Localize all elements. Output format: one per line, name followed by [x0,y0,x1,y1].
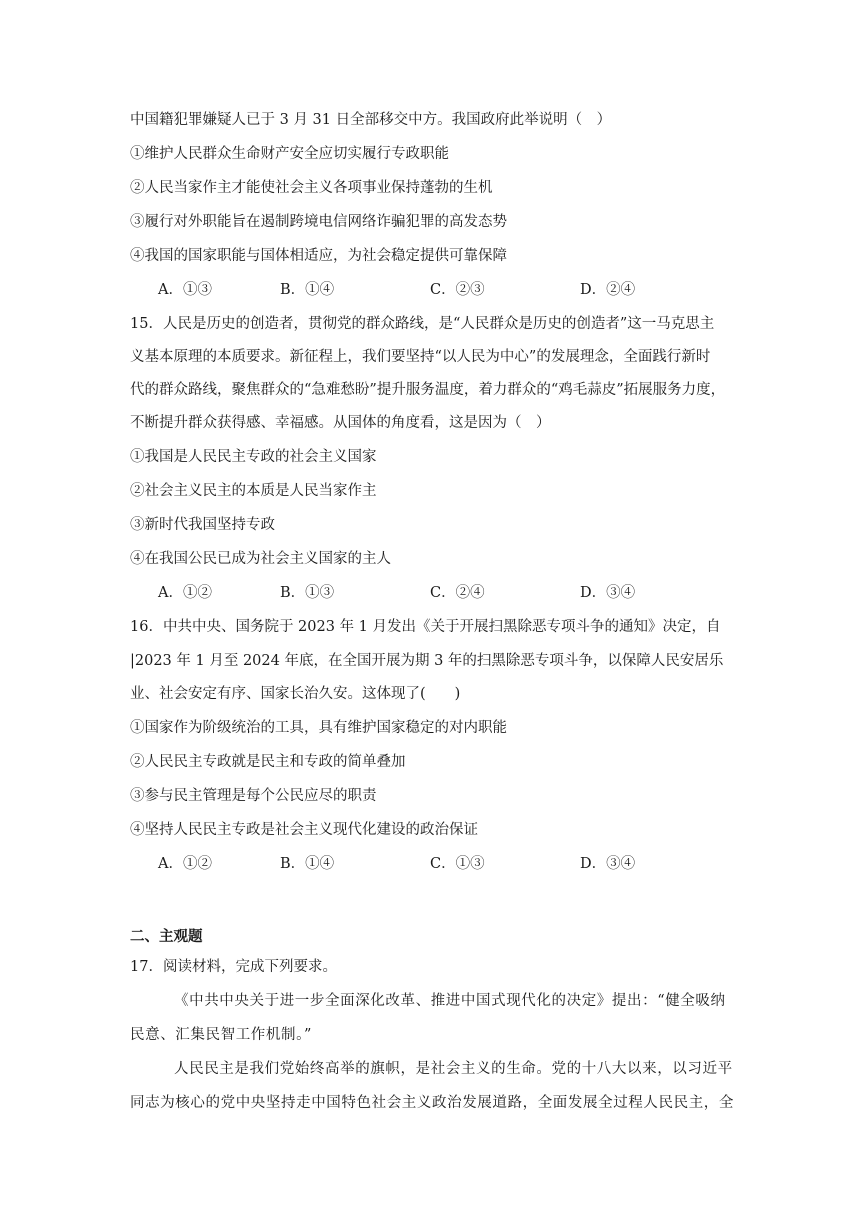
q14-option-a: A．①③ [158,282,212,298]
q16-option-c: C．①③ [430,856,485,872]
q15-options [158,583,718,603]
q15-option-a: A．①② [158,585,212,601]
q15-option-b: B．①③ [280,585,335,601]
q15-stem-line-3: 代的群众路线，聚焦群众的“急难愁盼”提升服务温度，着力群众的“鸡毛蒜皮”拓展服务力度， [130,382,726,398]
q15-statement-4: ④在我国公民已成为社会主义国家的主人 [130,551,391,567]
section-heading: 二、主观题 [130,929,203,945]
q15-statement-3: ③新时代我国坚持专政 [130,517,275,533]
q14-option-b: B．①④ [280,282,335,298]
q16-statement-4: ④坚持人民民主专政是社会主义现代化建设的政治保证 [130,822,478,838]
q17-material-line-1: 《中共中央关于进一步全面深化改革、推进中国式现代化的决定》提出：“健全吸纳 [174,993,726,1009]
q15-stem-line-2: 义基本原理的本质要求。新征程上，我们要坚持“以人民为中心”的发展理念，全面践行新时 [130,349,711,365]
q14-statement-4: ④我国的国家职能与国体相适应，为社会稳定提供可靠保障 [130,248,507,264]
q17-material-line-2: 民意、汇集民智工作机制。” [130,1027,312,1043]
q15-option-d: D．③④ [580,585,636,601]
q14-options [158,280,718,300]
q16-options [158,854,718,874]
q15-statement-1: ①我国是人民民主专政的社会主义国家 [130,449,377,465]
q14-option-d: D．②④ [580,282,636,298]
q17-intro: 17．阅读材料，完成下列要求。 [130,959,337,975]
q15-stem-line-4: 不断提升群众获得感、幸福感。从国体的角度看，这是因为（ ） [130,415,551,431]
q16-statement-1: ①国家作为阶级统治的工具，具有维护国家稳定的对内职能 [130,720,507,736]
q14-stem-line: 中国籍犯罪嫌疑人已于 3 月 31 日全部移交中方。我国政府此举说明（ ） [130,112,612,128]
q15-option-c: C．②④ [430,585,485,601]
q16-option-b: B．①④ [280,856,335,872]
q17-material-line-4: 同志为核心的党中央坚持走中国特色社会主义政治发展道路，全面发展全过程人民民主，全 [130,1095,734,1111]
q16-stem-line-3: 业、社会安定有序、国家长治久安。这体现了( ) [130,686,461,702]
q14-option-c: C．②③ [430,282,485,298]
q17-material-line-3: 人民民主是我们党始终高举的旗帜，是社会主义的生命。党的十八大以来，以习近平 [174,1061,733,1077]
q16-option-a: A．①② [158,856,212,872]
q16-statement-2: ②人民民主专政就是民主和专政的简单叠加 [130,754,406,770]
q16-option-d: D．③④ [580,856,636,872]
q15-stem-line-1: 15．人民是历史的创造者，贯彻党的群众路线，是“人民群众是历史的创造者”这一马克思主 [130,316,715,332]
q16-stem-line-1: 16．中共中央、国务院于 2023 年 1 月发出《关于开展扫黑除恶专项斗争的通知》决定，自 [130,619,721,635]
q14-statement-3: ③履行对外职能旨在遏制跨境电信网络诈骗犯罪的高发态势 [130,214,507,230]
q14-statement-2: ②人民当家作主才能使社会主义各项事业保持蓬勃的生机 [130,180,493,196]
q14-statement-1: ①维护人民群众生命财产安全应切实履行专政职能 [130,146,449,162]
q16-statement-3: ③参与民主管理是每个公民应尽的职责 [130,788,377,804]
q15-statement-2: ②社会主义民主的本质是人民当家作主 [130,483,377,499]
q16-stem-line-2: |2023 年 1 月至 2024 年底，在全国开展为期 3 年的扫黑除恶专项斗争，以保障人民安居乐 [130,653,724,669]
